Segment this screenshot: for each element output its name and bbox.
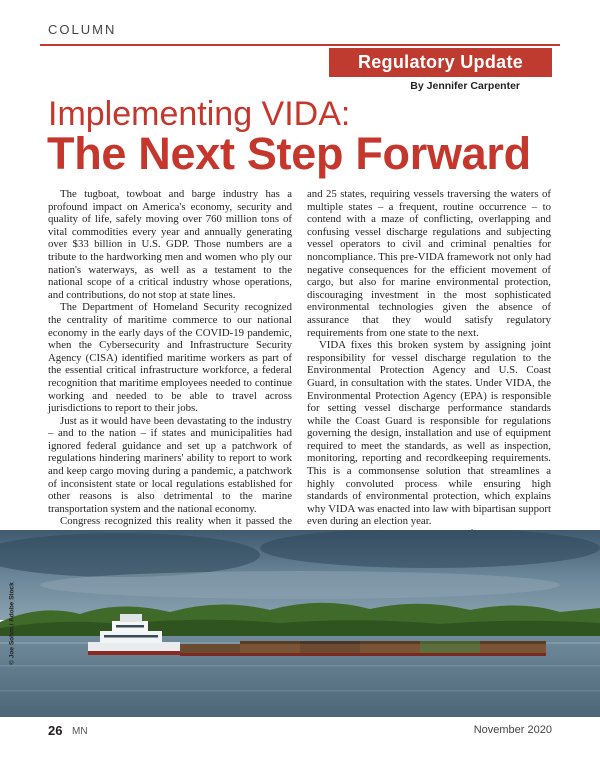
publication-name: MN xyxy=(72,726,88,737)
issue-date: November 2020 xyxy=(473,724,552,736)
body-column-right xyxy=(307,188,551,566)
department-banner: Regulatory Update xyxy=(329,48,552,77)
photo-credit-text: © Joe Sohm / Adobe Stock xyxy=(8,582,16,665)
author-byline: By Jennifer Carpenter xyxy=(410,80,520,92)
paragraph: The Department of Homeland Security recognized the centrality of maritime commerce to our national economy in the early days of the COVID-19 pandemic, when the Cybersecurity and Infrastructure Security Agency (CISA) identified maritime workers as part of the essential critical infrastructure workforce, a federal recognition that maritime employees needed to continue working and needed to be able to travel across jurisdictions to report to their jobs. xyxy=(48,301,292,415)
towboat-barge-photo xyxy=(0,530,600,717)
paragraph: The tugboat, towboat and barge industry has a profound impact on America's economy, security and quality of life, safely moving over 760 million tons of vital commodities every year and annually generating over $33 billion in U.S. GDP. Those numbers are a tribute to the hardworking men and women who ply our nation's waterways, as well as a testament to the national scope of a critical industry whose operations, and contributions, do not stop at state lines. xyxy=(48,188,292,301)
header-rule xyxy=(40,44,560,46)
photo-credit xyxy=(2,560,16,710)
paragraph: Congress recognized this reality when it passed the xyxy=(60,515,292,528)
paragraph: Just as it would have been devastating to the industry – and to the nation – if states and municipalities had ignored federal guidance and set up a patchwork of regulations hindering mariners' ability to report to work and keep cargo moving during a pandemic, a patchwork of inconsistent state or local regulations established for other reasons is also detrimental to the marine transportation system and the national economy. xyxy=(48,414,292,515)
body-column-left xyxy=(48,188,292,566)
paragraph: VIDA fixes this broken system by assigning joint responsibility for vessel discharge regulation to the Environmental Protection Agency and U.S. Coast Guard, in consultation with the states. Under VIDA, the Environmental Protection Agency (EPA) is responsible for setting vessel discharge performance standards while the Coast Guard is responsible for regulations governing the design, installation and use of equipment required to meet the standards, as well as inspection, monitoring, reporting and recordkeeping requirements. This is a commonsense solution that streamlines a highly convoluted process while ensuring high standards of environmental protection, which explains why VIDA was enacted into law with bipartisan support even during an election year. xyxy=(307,339,551,528)
page-number: 26 xyxy=(48,723,63,738)
article-title-line-2: The Next Step Forward xyxy=(47,128,531,179)
section-label: COLUMN xyxy=(48,22,117,37)
article-title-line-1: Implementing VIDA: xyxy=(48,95,351,133)
paragraph: and 25 states, requiring vessels traversing the waters of multiple states – a frequent, routine occurrence – to contend with a maze of conflicting, overlapping and confusing vessel discharge regulations and subjecting vessel operators to civil and criminal penalties for noncompliance. This pre-VIDA framework not only had negative consequences for the efficient movement of cargo, but also for marine environmental protection, discouraging investment in the most sophisticated environmental technologies given the absence of assurance that they would satisfy regulatory requirements from one state to the next. xyxy=(307,188,551,339)
